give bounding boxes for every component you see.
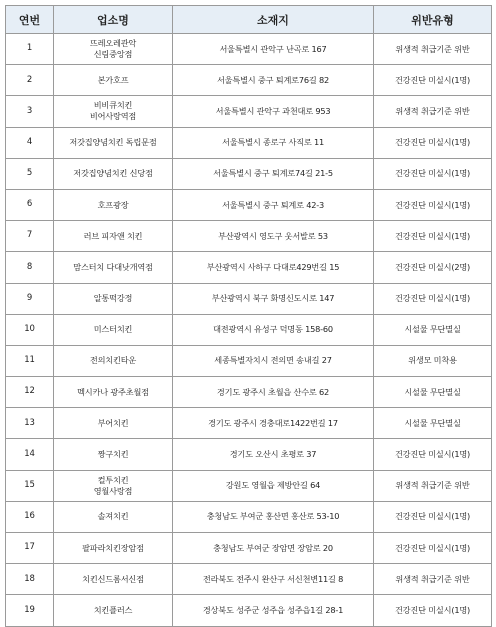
cell-address: 서울특별시 중구 퇴계로76길 82 xyxy=(173,65,374,96)
cell-number: 4 xyxy=(6,127,54,158)
cell-violation-type: 건강진단 미실시(1명) xyxy=(374,158,492,189)
table-row xyxy=(6,595,492,626)
cell-business-name: 호프광장 xyxy=(54,189,173,220)
cell-address: 경기도 광주시 경충대로1422번길 17 xyxy=(173,408,374,439)
cell-violation-type: 건강진단 미실시(1명) xyxy=(374,439,492,470)
table-row xyxy=(6,34,492,65)
cell-violation-type: 건강진단 미실시(1명) xyxy=(374,65,492,96)
table-row xyxy=(6,377,492,408)
cell-violation-type: 건강진단 미실시(1명) xyxy=(374,533,492,564)
cell-business-name: 러브 피자앤 치킨 xyxy=(54,221,173,252)
cell-number: 3 xyxy=(6,96,54,127)
cell-business-name: 부어치킨 xyxy=(54,408,173,439)
cell-violation-type: 시설물 무단멸실 xyxy=(374,377,492,408)
cell-business-name: 뜨레오레관악 신림중앙점 xyxy=(54,34,173,65)
cell-business-name: 맘스터치 다대낫개역점 xyxy=(54,252,173,283)
table-row xyxy=(6,96,492,127)
cell-number: 5 xyxy=(6,158,54,189)
cell-business-name: 치킨신드롬서신점 xyxy=(54,564,173,595)
violation-table xyxy=(5,5,492,627)
cell-business-name: 알통떡강정 xyxy=(54,283,173,314)
cell-violation-type: 시설물 무단멸실 xyxy=(374,408,492,439)
cell-violation-type: 건강진단 미실시(2명) xyxy=(374,252,492,283)
cell-violation-type: 위생모 미착용 xyxy=(374,345,492,376)
cell-address: 세종특별자치시 전의면 송내길 27 xyxy=(173,345,374,376)
cell-number: 2 xyxy=(6,65,54,96)
table-header-row xyxy=(6,6,492,34)
cell-number: 14 xyxy=(6,439,54,470)
table-row xyxy=(6,408,492,439)
cell-violation-type: 건강진단 미실시(1명) xyxy=(374,595,492,626)
cell-business-name: 컬투치킨 영월사랑점 xyxy=(54,470,173,501)
table-row xyxy=(6,252,492,283)
cell-violation-type: 건강진단 미실시(1명) xyxy=(374,189,492,220)
table-body xyxy=(6,34,492,627)
cell-business-name: 치킨플러스 xyxy=(54,595,173,626)
table-row xyxy=(6,314,492,345)
cell-number: 9 xyxy=(6,283,54,314)
cell-address: 전라북도 전주시 완산구 서신천변11길 8 xyxy=(173,564,374,595)
cell-address: 강원도 영월읍 제방안길 64 xyxy=(173,470,374,501)
cell-business-name: 본가호프 xyxy=(54,65,173,96)
cell-number: 18 xyxy=(6,564,54,595)
table-row xyxy=(6,283,492,314)
table-row xyxy=(6,533,492,564)
cell-violation-type: 건강진단 미실시(1명) xyxy=(374,127,492,158)
cell-address: 경기도 광주시 초월읍 산수로 62 xyxy=(173,377,374,408)
cell-address: 충청남도 부여군 홍산면 홍산로 53-10 xyxy=(173,501,374,532)
cell-business-name: 솔져치킨 xyxy=(54,501,173,532)
cell-business-name: 저갓집양념치킨 독립문점 xyxy=(54,127,173,158)
cell-violation-type: 건강진단 미실시(1명) xyxy=(374,283,492,314)
cell-address: 서울특별시 중구 퇴계로74길 21-5 xyxy=(173,158,374,189)
header-number: 연번 xyxy=(6,6,54,34)
cell-address: 서울특별시 관악구 난곡로 167 xyxy=(173,34,374,65)
cell-number: 1 xyxy=(6,34,54,65)
table-row xyxy=(6,439,492,470)
table-row xyxy=(6,345,492,376)
table-row xyxy=(6,221,492,252)
cell-address: 경상북도 성주군 성주읍 성주읍1길 28-1 xyxy=(173,595,374,626)
cell-address: 충청남도 부여군 장암면 장암로 20 xyxy=(173,533,374,564)
cell-violation-type: 건강진단 미실시(1명) xyxy=(374,501,492,532)
table-row xyxy=(6,158,492,189)
table-row xyxy=(6,564,492,595)
table-row xyxy=(6,127,492,158)
cell-address: 부산광역시 사하구 다대로429번길 15 xyxy=(173,252,374,283)
cell-number: 7 xyxy=(6,221,54,252)
cell-address: 서울특별시 관악구 과천대로 953 xyxy=(173,96,374,127)
cell-business-name: 미스터치킨 xyxy=(54,314,173,345)
cell-business-name: 멕시카나 광주초월점 xyxy=(54,377,173,408)
cell-business-name: 짱구치킨 xyxy=(54,439,173,470)
cell-number: 15 xyxy=(6,470,54,501)
cell-address: 부산광역시 북구 화명신도시로 147 xyxy=(173,283,374,314)
cell-address: 대전광역시 유성구 덕명동 158-60 xyxy=(173,314,374,345)
table-row xyxy=(6,501,492,532)
table-row xyxy=(6,470,492,501)
cell-address: 부산광역시 영도구 웃서발로 53 xyxy=(173,221,374,252)
cell-business-name: 저갓집양념치킨 신당점 xyxy=(54,158,173,189)
cell-address: 경기도 오산시 초평로 37 xyxy=(173,439,374,470)
cell-business-name: 비비큐치킨 비어사랑역점 xyxy=(54,96,173,127)
cell-violation-type: 위생적 취급기준 위반 xyxy=(374,470,492,501)
table-row xyxy=(6,65,492,96)
cell-number: 10 xyxy=(6,314,54,345)
header-violation-type: 위반유형 xyxy=(374,6,492,34)
cell-number: 17 xyxy=(6,533,54,564)
cell-violation-type: 위생적 취급기준 위반 xyxy=(374,96,492,127)
cell-number: 11 xyxy=(6,345,54,376)
cell-address: 서울특별시 중구 퇴계로 42-3 xyxy=(173,189,374,220)
cell-number: 19 xyxy=(6,595,54,626)
cell-number: 13 xyxy=(6,408,54,439)
cell-address: 서울특별시 종로구 사직로 11 xyxy=(173,127,374,158)
cell-number: 6 xyxy=(6,189,54,220)
cell-business-name: 전의치킨타운 xyxy=(54,345,173,376)
cell-number: 16 xyxy=(6,501,54,532)
table-row xyxy=(6,189,492,220)
cell-violation-type: 시설물 무단멸실 xyxy=(374,314,492,345)
header-address: 소재지 xyxy=(173,6,374,34)
cell-violation-type: 위생적 취급기준 위반 xyxy=(374,34,492,65)
cell-number: 12 xyxy=(6,377,54,408)
cell-number: 8 xyxy=(6,252,54,283)
header-business-name: 업소명 xyxy=(54,6,173,34)
cell-business-name: 팔파라치킨장암점 xyxy=(54,533,173,564)
cell-violation-type: 위생적 취급기준 위반 xyxy=(374,564,492,595)
cell-violation-type: 건강진단 미실시(1명) xyxy=(374,221,492,252)
violation-table-container xyxy=(5,5,491,627)
